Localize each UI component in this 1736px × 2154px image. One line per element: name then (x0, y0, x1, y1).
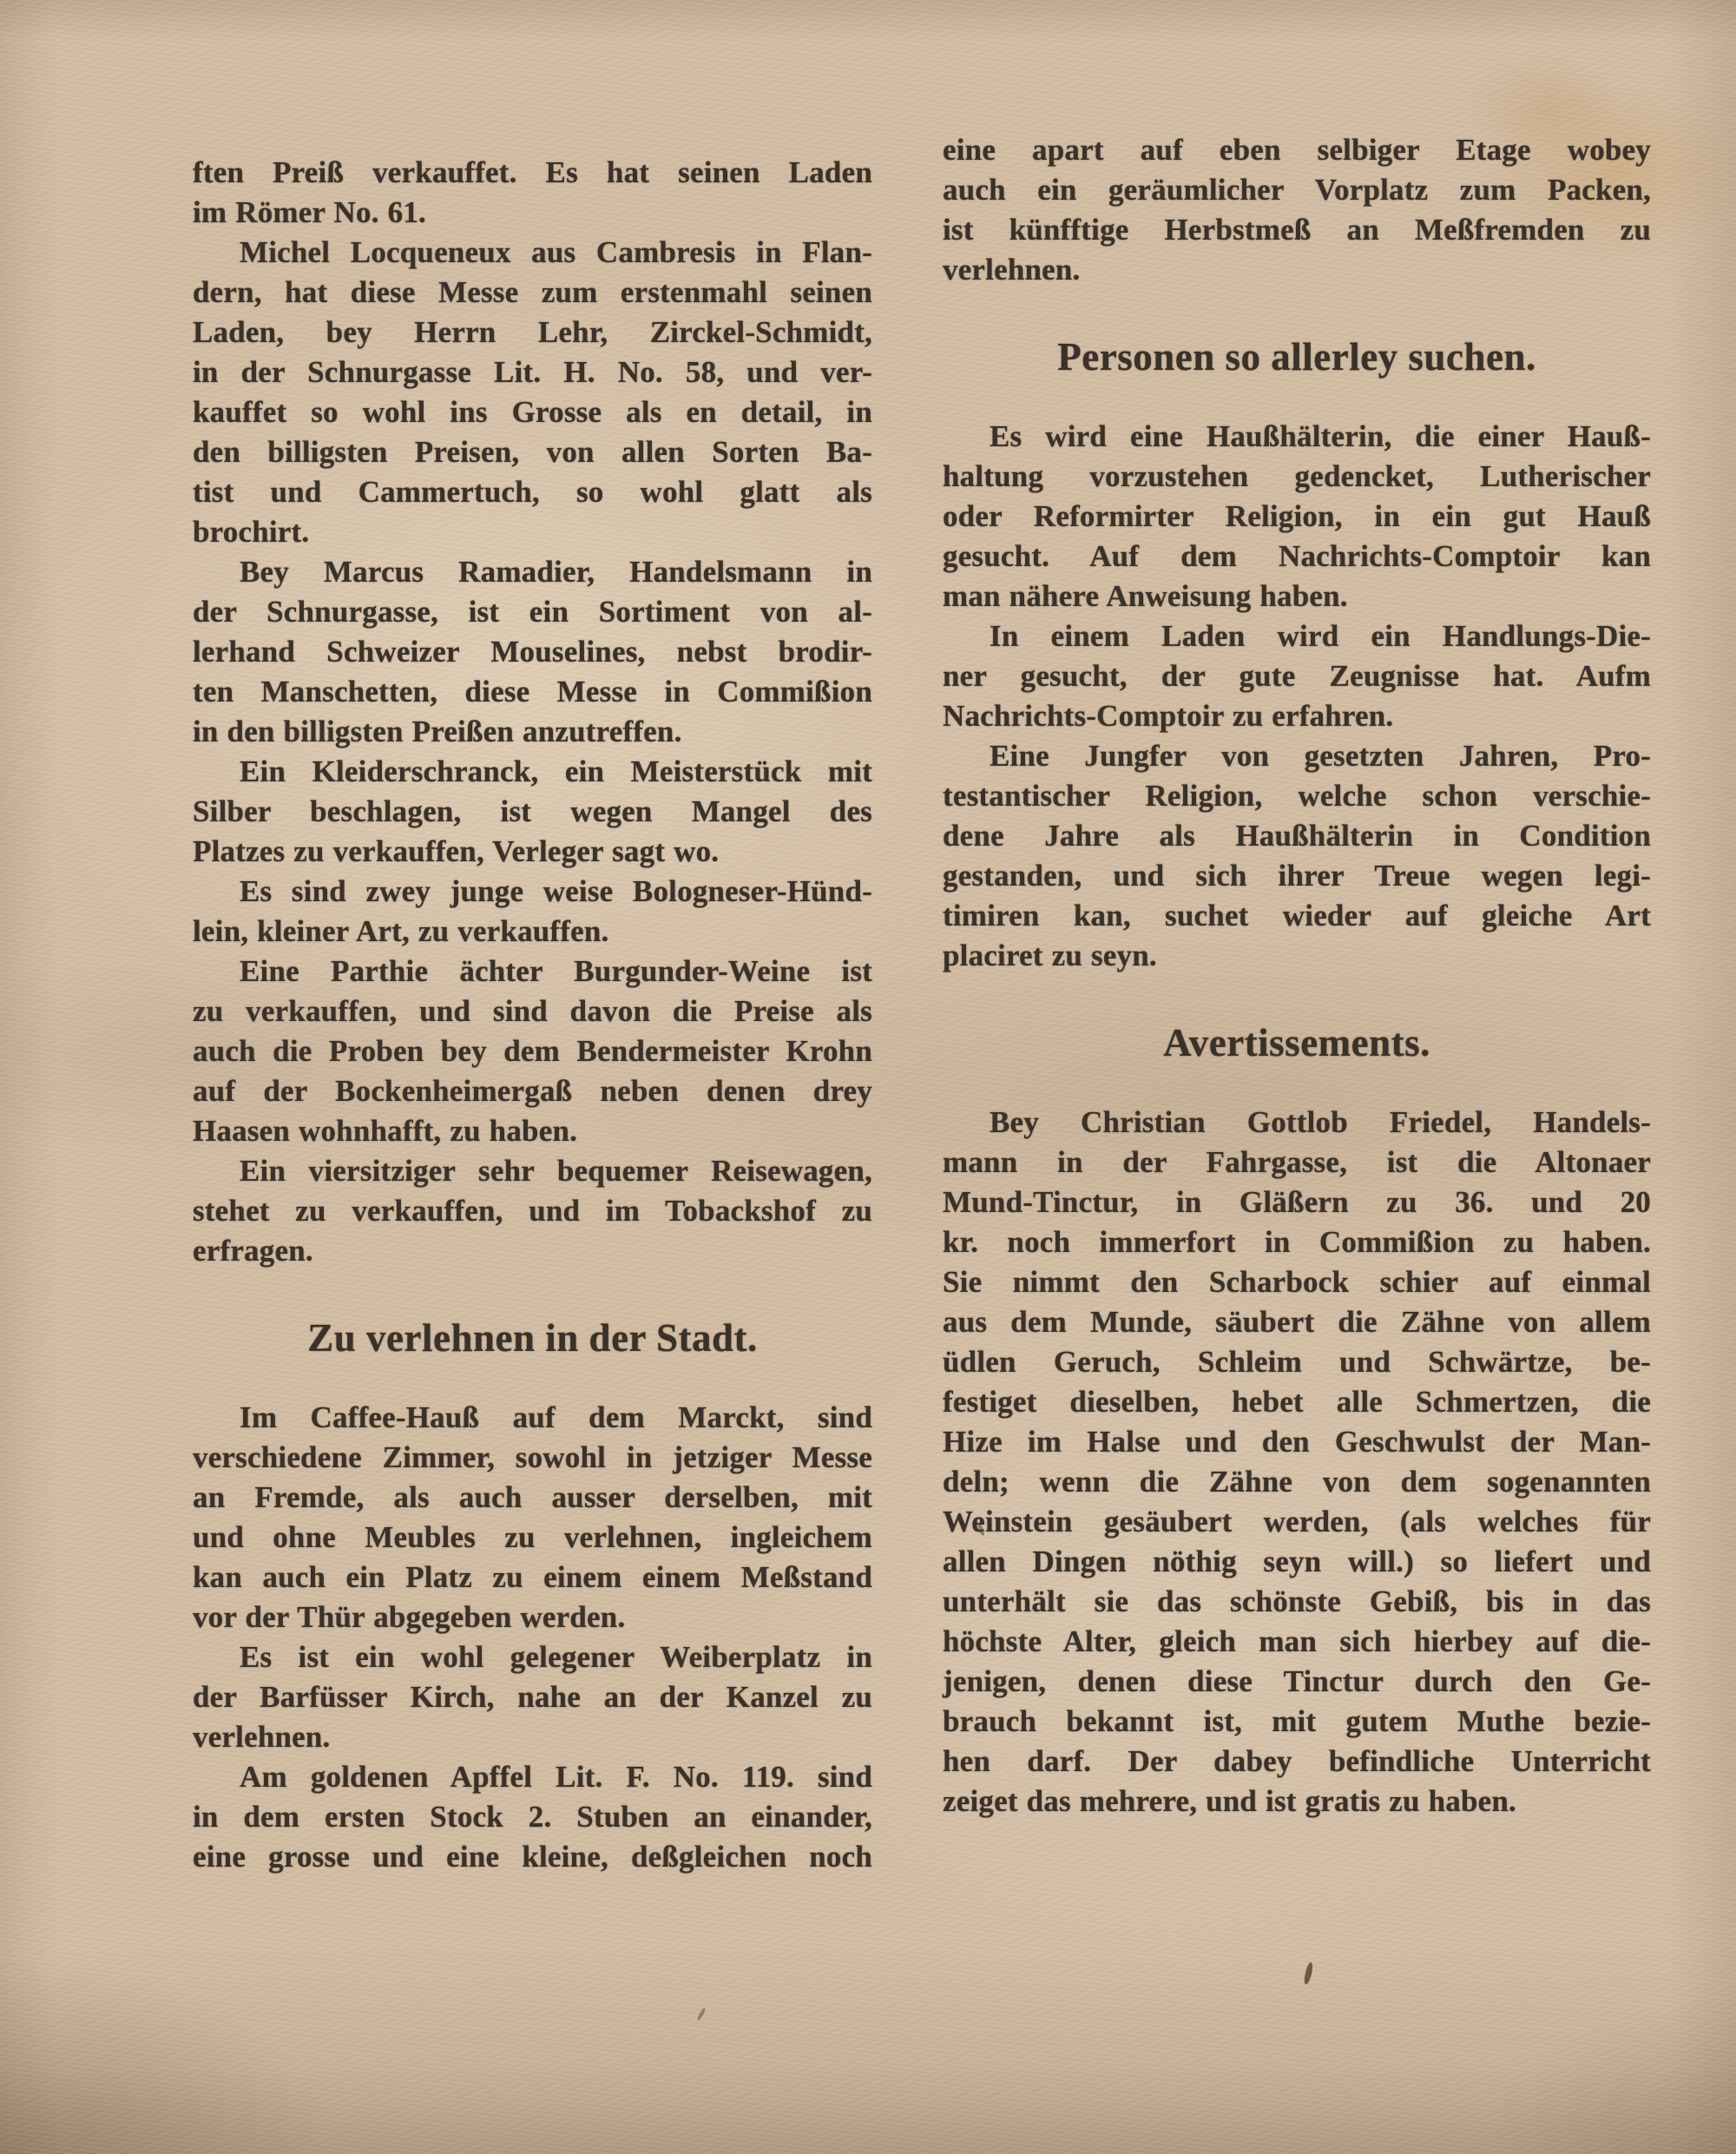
text-line: und ohne Meubles zu verlehnen, ingleichem (193, 1520, 872, 1554)
paragraph (193, 1151, 872, 1271)
text-line: verlehnen. (943, 253, 1081, 287)
text-line: kauffet so wohl ins Grosse als en detail, in (193, 395, 872, 429)
text-line: aus dem Munde, säubert die Zähne von allem (943, 1305, 1651, 1339)
text-line: auf der Bockenheimergaß neben denen drey (193, 1074, 872, 1108)
text-line: der Barfüsser Kirch, nahe an der Kanzel zu (193, 1680, 872, 1714)
text-line: auch ein geräumlicher Vorplatz zum Packen, (943, 173, 1651, 207)
text-line: in der Schnurgasse Lit. H. No. 58, und ver- (193, 355, 872, 389)
section-heading: Personen so allerley suchen. (1057, 335, 1536, 379)
text-line: placiret zu seyn. (943, 939, 1157, 972)
text-line: brauch bekannt ist, mit gutem Muthe bezie- (943, 1704, 1651, 1738)
text-line: gesucht. Auf dem Nachrichts-Comptoir kan (943, 539, 1651, 573)
paragraph (943, 130, 1651, 290)
text-line: Eine Jungfer von gesetzten Jahren, Pro- (990, 739, 1651, 773)
text-line: Michel Locqueneux aus Cambresis in Flan- (240, 235, 872, 269)
text-column-right (943, 130, 1651, 1821)
paragraph (193, 233, 872, 552)
text-line: ist künfftige Herbstmeß an Meßfremden zu (943, 213, 1651, 247)
paragraph (193, 153, 872, 233)
text-line: Silber beschlagen, ist wegen Mangel des (193, 794, 872, 828)
text-line: jenigen, denen diese Tinctur durch den Ge- (943, 1664, 1651, 1698)
text-line: verlehnen. (193, 1720, 331, 1754)
text-line: dern, hat diese Messe zum erstenmahl seinen (193, 275, 872, 309)
text-line: Mund-Tinctur, in Gläßern zu 36. und 20 (943, 1185, 1651, 1219)
paragraph (943, 1103, 1651, 1821)
paragraph (193, 752, 872, 872)
paragraph (943, 736, 1651, 976)
text-line: Es wird eine Haußhälterin, die einer Hauß- (990, 419, 1651, 453)
text-line: eine grosse und eine kleine, deßgleichen noch (193, 1840, 872, 1874)
text-line: Ein viersitziger sehr bequemer Reisewagen, (240, 1154, 872, 1188)
text-line: timiren kan, suchet wieder auf gleiche Art (943, 899, 1651, 932)
text-line: Laden, bey Herrn Lehr, Zirckel-Schmidt, (193, 315, 872, 349)
text-line: deln; wenn die Zähne von dem sogenannten (943, 1465, 1651, 1499)
paragraph (193, 1637, 872, 1757)
text-line: Bey Christian Gottlob Friedel, Handels- (990, 1105, 1651, 1139)
text-line: In einem Laden wird ein Handlungs-Die- (990, 619, 1651, 653)
text-line: lein, kleiner Art, zu verkauffen. (193, 914, 609, 948)
text-line: Es ist ein wohl gelegener Weiberplatz in (240, 1640, 872, 1674)
text-line: üdlen Geruch, Schleim und Schwärtze, be- (943, 1345, 1651, 1379)
text-line: tist und Cammertuch, so wohl glatt als (193, 475, 872, 509)
text-line: verschiedene Zimmer, sowohl in jetziger Messe (193, 1440, 872, 1474)
text-line: der Schnurgasse, ist ein Sortiment von al- (193, 595, 872, 629)
text-line: in den billigsten Preißen anzutreffen. (193, 715, 682, 748)
paragraph (193, 952, 872, 1151)
text-line: Nachrichts-Comptoir zu erfahren. (943, 699, 1394, 733)
section-heading: Avertissements. (1163, 1021, 1430, 1064)
text-line: mann in der Fahrgasse, ist die Altonaer (943, 1145, 1651, 1179)
text-line: zu verkauffen, und sind davon die Preise als (193, 994, 872, 1028)
text-line: gestanden, und sich ihrer Treue wegen legi- (943, 859, 1651, 893)
text-line: Im Caffee-Hauß auf dem Marckt, sind (240, 1400, 872, 1434)
text-line: Ein Kleiderschranck, ein Meisterstück mit (240, 754, 872, 788)
text-line: unterhält sie das schönste Gebiß, bis in das (943, 1584, 1651, 1618)
paragraph (943, 417, 1651, 616)
text-line: vor der Thür abgegeben werden. (193, 1600, 626, 1634)
text-line: Es sind zwey junge weise Bologneser-Hünd- (240, 874, 872, 908)
text-line: ften Preiß verkauffet. Es hat seinen Laden (193, 155, 872, 189)
text-line: eine apart auf eben selbiger Etage wobey (943, 133, 1651, 167)
text-line: den billigsten Preisen, von allen Sorten Ba- (193, 435, 872, 469)
text-line: auch die Proben bey dem Bendermeister Krohn (193, 1034, 872, 1068)
text-line: Bey Marcus Ramadier, Handelsmann in (240, 555, 872, 589)
text-line: Hize im Halse und den Geschwulst der Man- (943, 1425, 1651, 1459)
text-line: dene Jahre als Haußhälterin in Condition (943, 819, 1651, 853)
text-line: allen Dingen nöthig seyn will.) so liefert und (943, 1545, 1651, 1578)
text-line: höchste Alter, gleich man sich hierbey auf die- (943, 1624, 1651, 1658)
text-line: testantischer Religion, welche schon verschie- (943, 779, 1651, 813)
text-line: hen darf. Der dabey befindliche Unterricht (943, 1744, 1651, 1778)
section-heading: Zu verlehnen in der Stadt. (307, 1316, 758, 1360)
text-line: brochirt. (193, 515, 310, 549)
text-line: Weinstein gesäubert werden, (als welches für (943, 1505, 1651, 1538)
text-line: erfragen. (193, 1234, 313, 1268)
text-line: kan auch ein Platz zu einem einem Meßstand (193, 1560, 872, 1594)
text-line: in dem ersten Stock 2. Stuben an einander, (193, 1800, 872, 1834)
text-line: Haasen wohnhafft, zu haben. (193, 1114, 578, 1148)
paragraph (193, 872, 872, 952)
text-line: man nähere Anweisung haben. (943, 579, 1348, 613)
text-line: haltung vorzustehen gedencket, Lutherischer (943, 459, 1651, 493)
paragraph (943, 616, 1651, 736)
paragraph (193, 552, 872, 752)
paragraph (193, 1398, 872, 1637)
text-line: Eine Parthie ächter Burgunder-Weine ist (240, 954, 872, 988)
text-line: zeiget das mehrere, und ist gratis zu haben. (943, 1784, 1517, 1818)
text-line: ten Manschetten, diese Messe in Commißion (193, 675, 872, 708)
text-line: Am goldenen Apffel Lit. F. No. 119. sind (240, 1760, 872, 1794)
text-line: Sie nimmt den Scharbock schier auf einmal (943, 1265, 1651, 1299)
text-column-left (193, 153, 872, 1877)
paragraph (193, 1757, 872, 1877)
text-line: kr. noch immerfort in Commißion zu haben. (943, 1225, 1651, 1259)
text-line: ner gesucht, der gute Zeugnisse hat. Aufm (943, 659, 1651, 693)
text-line: lerhand Schweizer Mouselines, nebst brodir- (193, 635, 872, 669)
text-line: oder Reformirter Religion, in ein gut Hauß (943, 499, 1651, 533)
text-line: im Römer No. 61. (193, 195, 426, 229)
text-line: festiget dieselben, hebet alle Schmertzen, die (943, 1385, 1651, 1419)
text-line: stehet zu verkauffen, und im Tobackshof zu (193, 1194, 872, 1228)
text-line: an Fremde, als auch ausser derselben, mit (193, 1480, 872, 1514)
text-line: Platzes zu verkauffen, Verleger sagt wo. (193, 834, 720, 868)
